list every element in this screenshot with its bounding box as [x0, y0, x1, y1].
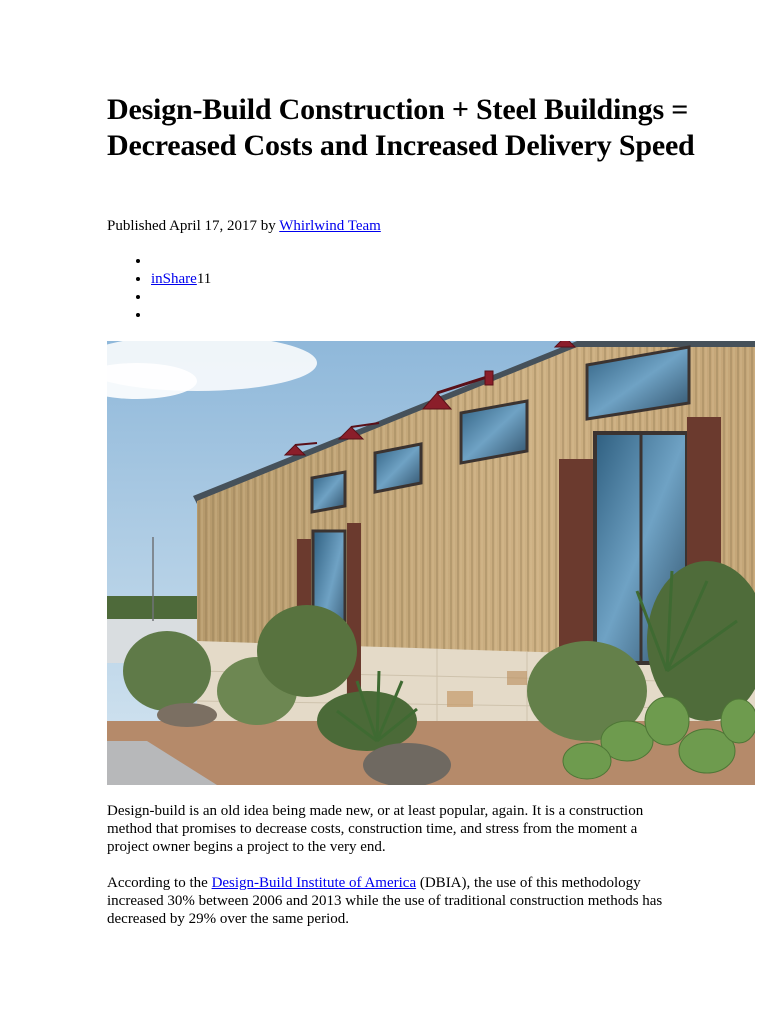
left-door-shutter [347, 523, 361, 703]
inshare-count: 11 [196, 271, 212, 287]
share-list [107, 252, 211, 324]
share-item-empty-2 [151, 288, 211, 306]
dbia-link[interactable]: Design-Build Institute of America [211, 875, 417, 891]
byline [107, 216, 381, 236]
right-door-shutter [559, 459, 593, 659]
share-item-empty-3 [151, 306, 211, 324]
p2-lead: According to the [107, 875, 212, 891]
rust-stone [507, 671, 527, 685]
p2-rest: (DBIA), the use of this methodology increased 30% between 2006 and 2013 while the use of traditional construction methods has decreased by 29% over the same period. [107, 875, 663, 927]
building-photo [107, 341, 755, 785]
share-item-empty-1 [151, 252, 211, 270]
author-link[interactable]: Whirlwind Team [279, 218, 381, 234]
byline-prefix: Published April 17, 2017 by [107, 218, 280, 234]
body-paragraph-1: Design-build is an old idea being made new, or at least popular, again. It is a construction method that promises to decrease costs, construction time, and stress from the moment a project owner begins a project to the very end. [107, 803, 644, 855]
inshare-link[interactable]: inShare [151, 271, 197, 287]
rust-stone [447, 691, 473, 707]
body-paragraph-2 [107, 874, 667, 928]
share-item-inshare [151, 270, 211, 288]
article-title: Design-Build Construction + Steel Buildings = Decreased Costs and Increased Delivery Speed [107, 93, 695, 162]
